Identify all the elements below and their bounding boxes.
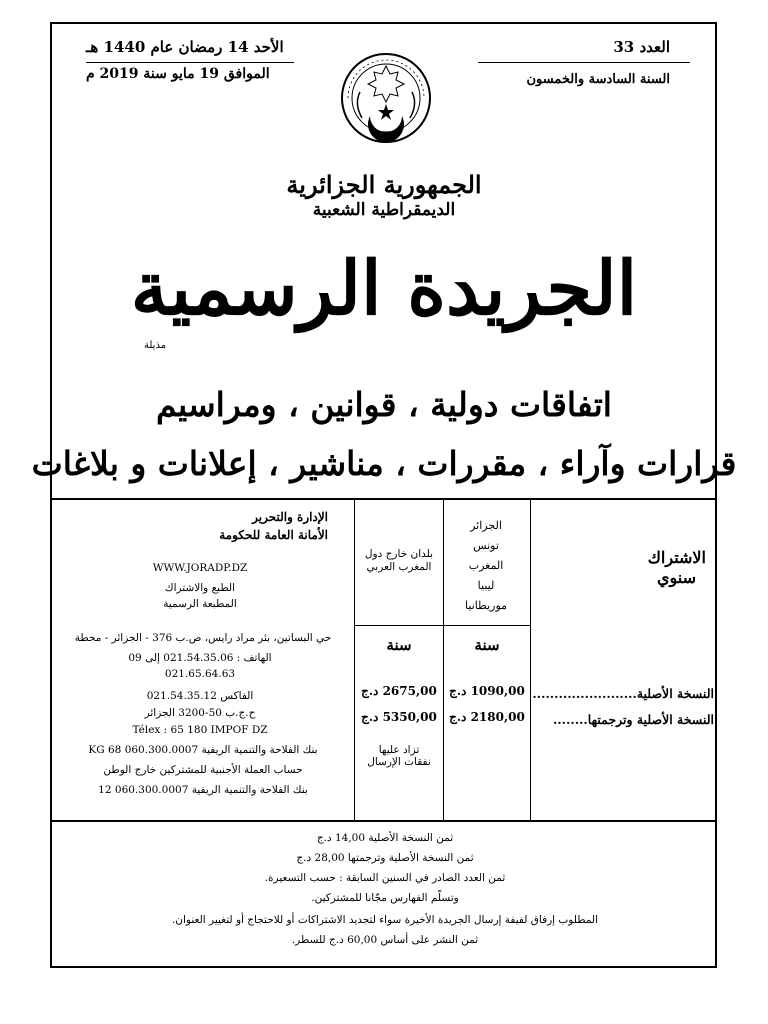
table-divider-3 bbox=[530, 499, 531, 820]
shipping-note-line-1: تزاد عليها bbox=[378, 744, 420, 756]
table-divider-2 bbox=[443, 499, 444, 820]
printing-office: المطبعة الرسمية bbox=[163, 598, 237, 610]
country-item: ليبيا bbox=[477, 579, 495, 592]
phone-2: 021.65.64.63 bbox=[164, 668, 236, 680]
gazette-title: الجريدة الرسمية bbox=[130, 246, 638, 332]
shipping-note bbox=[356, 744, 442, 768]
fax: الفاكس 021.54.35.12 bbox=[146, 690, 254, 702]
abroad-price-translated: 5350,00 د.ج bbox=[361, 710, 437, 724]
abroad-countries: بلدان خارج دول المغرب العربي bbox=[364, 548, 434, 573]
local-price-translated: 2180,00 د.ج bbox=[449, 710, 525, 724]
translated-copy-label: النسخة الأصلية وترجمتها........ bbox=[552, 712, 714, 727]
abroad-year-header: سنة bbox=[386, 636, 412, 654]
note-line: المطلوب إرفاق لفيفة إرسال الجريدة الأخيرة سواء لتجديد الاشتراكات أو للاحتجاج أو لتغيير العنوان. bbox=[171, 914, 599, 926]
address: حي البساتين، بئر مراد رايس، ص.ب 376 - الجزائر - محطة bbox=[74, 632, 332, 644]
note-line: وتسلّم الفهارس مجّانا للمشتركين. bbox=[311, 892, 459, 904]
table-divider-1 bbox=[354, 499, 355, 820]
abroad-price-original: 2675,00 د.ج bbox=[361, 684, 437, 698]
admin-title: الإدارة والتحرير bbox=[252, 510, 328, 524]
subscription-annual: سنوي bbox=[656, 568, 696, 587]
country-item: المغرب bbox=[468, 559, 504, 572]
admin-subtitle: الأمانة العامة للحكومة bbox=[219, 528, 328, 542]
note-line: ثمن النشر على أساس 60,00 د.ج للسطر. bbox=[291, 934, 479, 946]
website-link[interactable]: WWW.JORADP.DZ bbox=[152, 562, 248, 574]
country-item: الجزائر bbox=[470, 519, 502, 532]
subtitle-line-2: قرارات وآراء ، مقررات ، مناشير ، إعلانات و بلاغات bbox=[31, 444, 737, 483]
header-rule-left bbox=[86, 62, 294, 63]
bank-account-note: حساب العملة الأجنبية للمشتركين خارج الوطن bbox=[103, 764, 303, 776]
subtitle-line-1: اتفاقات دولية ، قوانين ، ومراسيم bbox=[156, 385, 612, 424]
original-copy-label: النسخة الأصلية........................ bbox=[532, 686, 714, 701]
year-row-rule bbox=[354, 625, 530, 626]
telex: Télex : 65 180 IMPOF DZ bbox=[132, 724, 268, 736]
issue-number: العدد 33 bbox=[613, 38, 670, 56]
postal-account: ح.ج.ب 50-3200 الجزائر bbox=[144, 707, 256, 719]
year-label: السنة السادسة والخمسون bbox=[526, 72, 670, 87]
bank-account-1: بنك الفلاحة والتنمية الريفية 060.300.0007 68 KG bbox=[88, 744, 318, 756]
page-frame bbox=[50, 22, 717, 968]
note-line: ثمن النسخة الأصلية 14,00 د.ج bbox=[316, 832, 454, 844]
bank-account-2: بنك الفلاحة والتنمية الريفية 060.300.0007 12 bbox=[98, 784, 308, 796]
local-year-header: سنة bbox=[474, 636, 500, 654]
country-item: موريطانيا bbox=[464, 599, 508, 612]
printing-label: الطبع والاشتراك bbox=[164, 582, 236, 594]
table-bottom-border bbox=[50, 820, 717, 822]
date-gregorian: الموافق 19 مايو سنة 2019 م bbox=[86, 66, 270, 82]
note-line: ثمن العدد الصادر في السنين السابقة : حسب التسعيرة. bbox=[264, 872, 506, 884]
header-rule-right bbox=[478, 62, 690, 63]
country-item: تونس bbox=[473, 539, 499, 552]
local-price-original: 1090,00 د.ج bbox=[449, 684, 525, 698]
table-top-border bbox=[50, 498, 717, 500]
republic-line-1: الجمهورية الجزائرية bbox=[286, 170, 482, 199]
maghreb-countries bbox=[446, 516, 526, 616]
subscription-title: الاشتراك bbox=[647, 548, 706, 567]
republic-line-2: الديمقراطية الشعبية bbox=[312, 200, 456, 220]
date-hijri: الأحد 14 رمضان عام 1440 هـ bbox=[86, 38, 284, 56]
note-line: ثمن النسخة الأصلية وترجمتها 28,00 د.ج bbox=[296, 852, 474, 864]
national-emblem-icon bbox=[340, 52, 432, 144]
title-mark: مذيلة bbox=[144, 340, 167, 351]
phone-1: الهاتف : 021.54.35.06 إلى 09 bbox=[128, 652, 272, 664]
shipping-note-line-2: نفقات الإرسال bbox=[367, 756, 431, 768]
